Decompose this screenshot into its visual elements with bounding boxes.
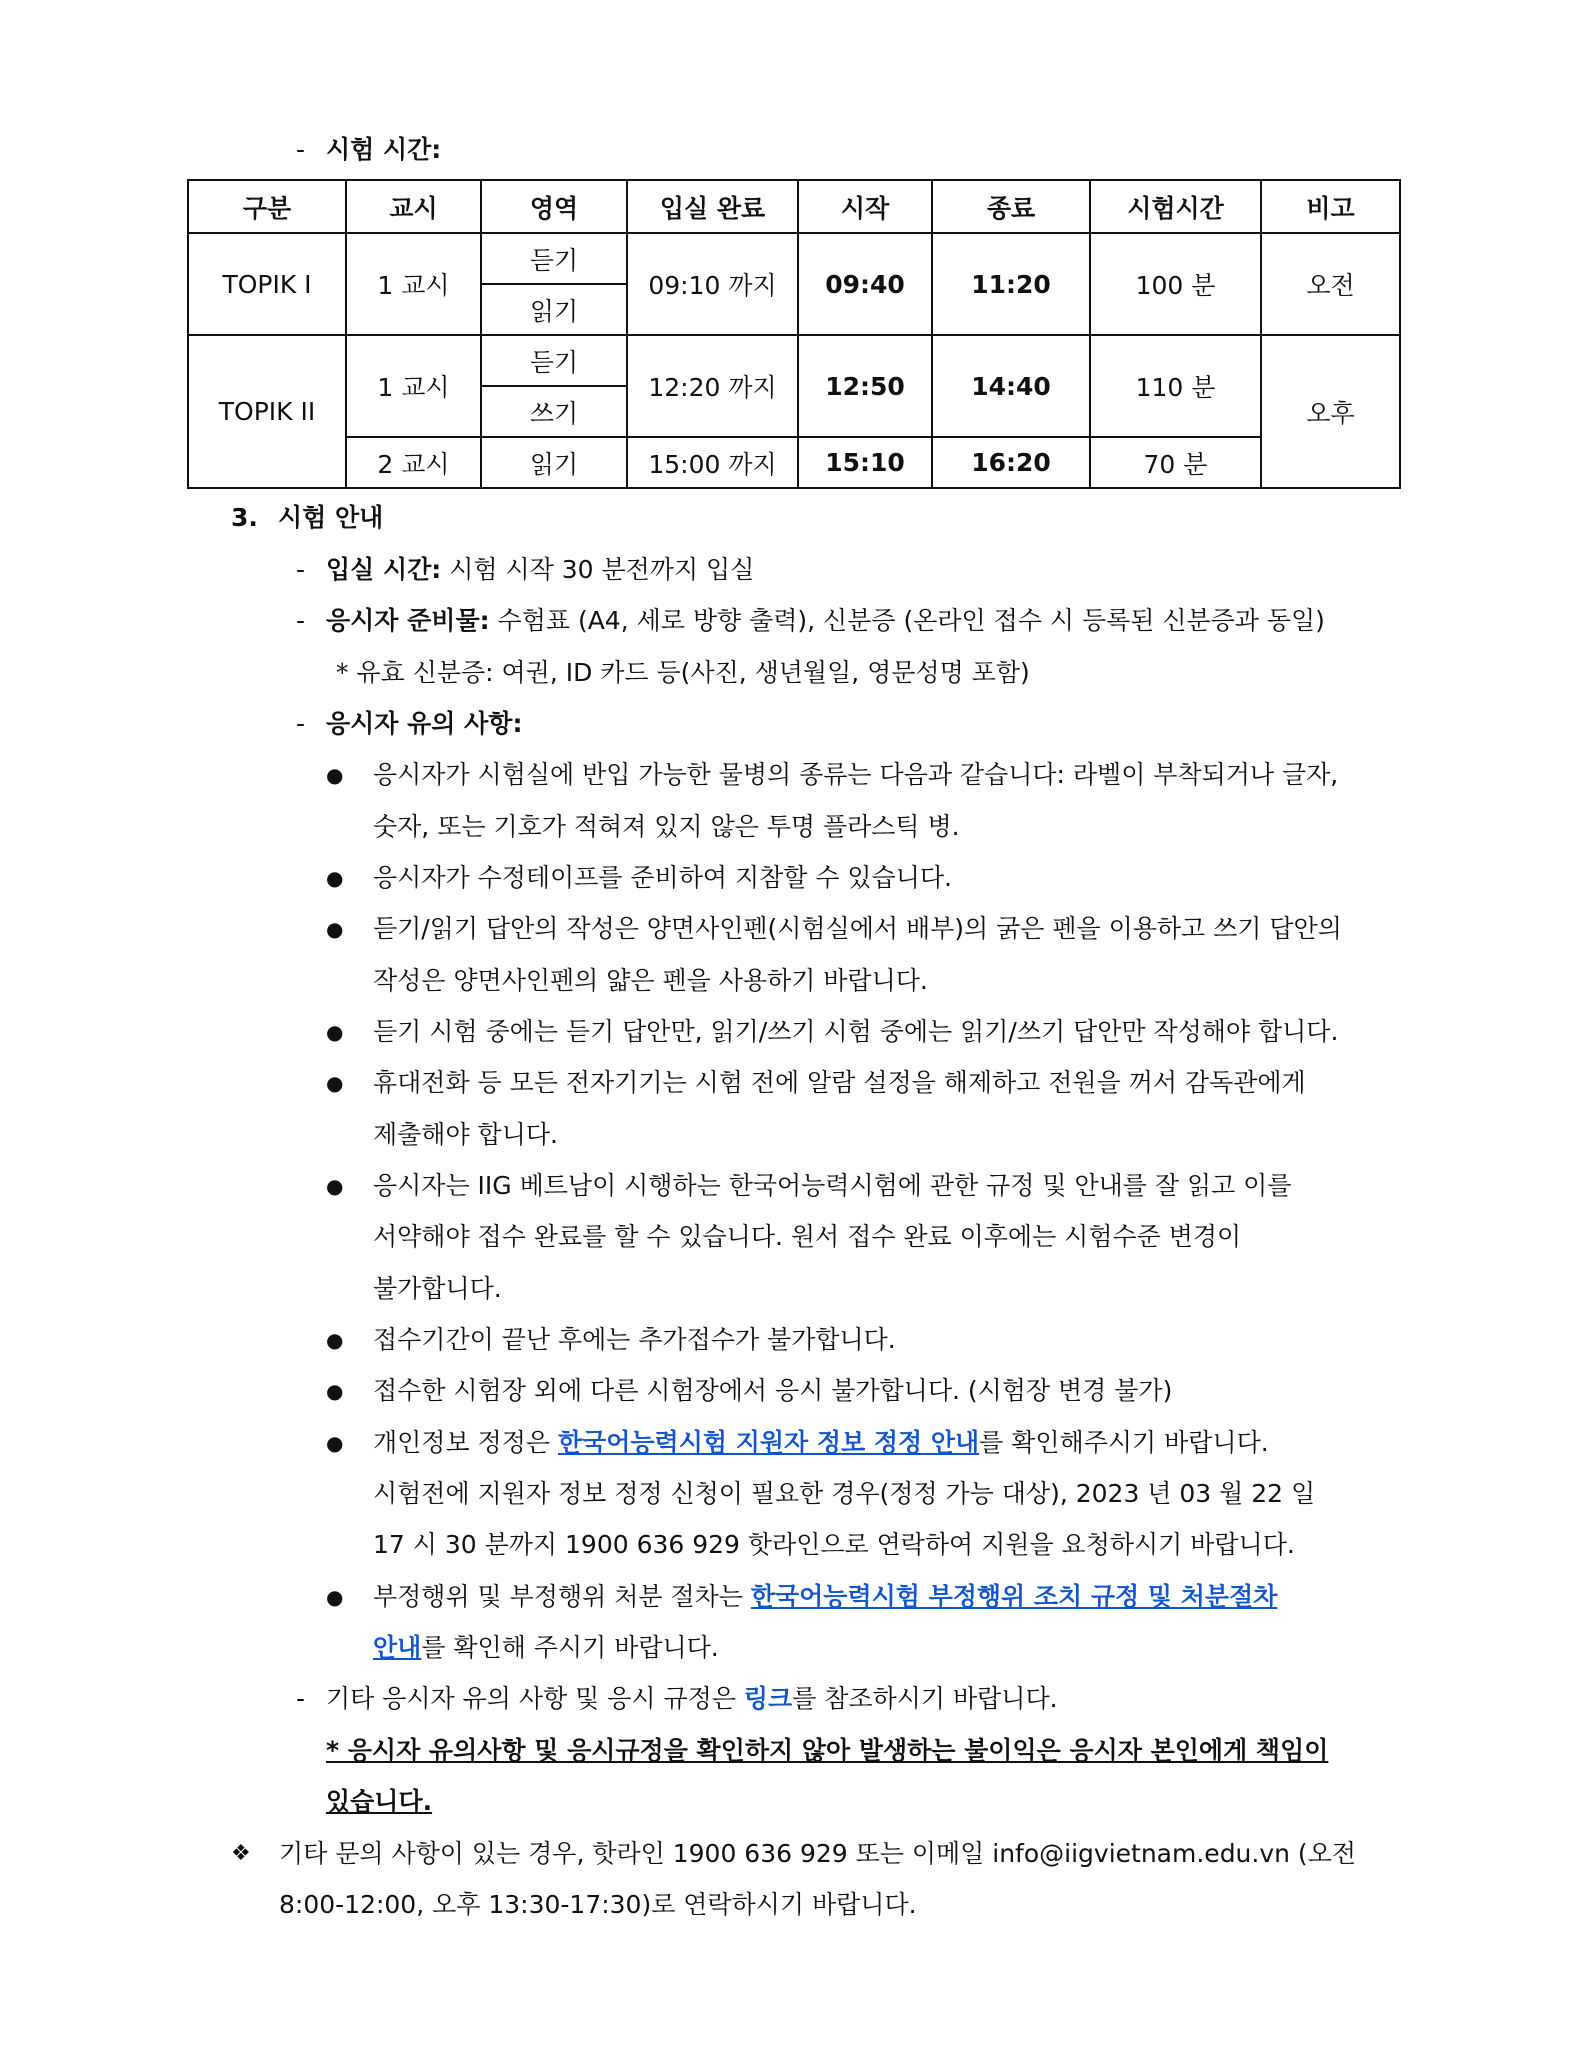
contact-line-1: 기타 문의 사항이 있는 경우, 핫라인 1900 636 929 또는 이메일 info@iigvietnam.edu.vn (오전 — [279, 1839, 1356, 1868]
list-dash: - — [296, 1684, 306, 1713]
bullet-1-line-1: 응시자가 시험실에 반입 가능한 물병의 종류는 다음과 같습니다: 라벨이 부착되거나 글자, — [373, 760, 1339, 789]
topik2-duration2: 70 분 — [1090, 437, 1261, 488]
topik2-start2: 15:10 — [798, 437, 932, 488]
bullet-5-line-2: 제출해야 합니다. — [373, 1120, 558, 1149]
bullet-8: 접수한 시험장 외에 다른 시험장에서 응시 불가합니다. (시험장 변경 불가) — [373, 1376, 1173, 1405]
header-period: 교시 — [346, 180, 481, 233]
bullet-6-line-3: 불가합니다. — [373, 1274, 502, 1303]
table-row — [188, 233, 1400, 284]
notice-label: 응시자 유의 사항: — [326, 709, 523, 738]
bullet-4: 듣기 시험 중에는 듣기 답안만, 읽기/쓰기 시험 중에는 읽기/쓰기 답안만 작성해야 합니다. — [373, 1017, 1339, 1046]
topik2-duration1: 110 분 — [1090, 335, 1261, 437]
preparation-item — [326, 604, 1325, 638]
bullet-6-line-1: 응시자는 IIG 베트남이 시행하는 한국어능력시험에 관한 규정 및 안내를 잘 읽고 이를 — [373, 1171, 1292, 1200]
header-end: 종료 — [932, 180, 1090, 233]
topik2-note: 오후 — [1261, 335, 1400, 488]
bullet-2: 응시자가 수정테이프를 준비하여 지참할 수 있습니다. — [373, 863, 952, 892]
list-dash: - — [296, 606, 306, 635]
heading-dash: - — [296, 135, 306, 164]
bullet-9-line-2: 시험전에 지원자 정보 정정 신청이 필요한 경우(정정 가능 대상), 2023 년 03 월 22 일 — [373, 1479, 1316, 1508]
misconduct-rules-link[interactable]: 한국어능력시험 부정행위 조치 규정 및 처분절차 — [750, 1582, 1278, 1611]
bullet-7: 접수기간이 끝난 후에는 추가접수가 불가합니다. — [373, 1325, 896, 1354]
bullet-9-line-3: 17 시 30 분까지 1900 636 929 핫라인으로 연락하여 지원을 요청하시기 바랍니다. — [373, 1530, 1295, 1559]
other-rules-suffix: 를 참조하시기 바랍니다. — [792, 1684, 1058, 1713]
bullet-3-line-1: 듣기/읽기 답안의 작성은 양면사인펜(시험실에서 배부)의 굵은 펜을 이용하고 쓰기 답안의 — [373, 914, 1342, 943]
header-area: 영역 — [481, 180, 627, 233]
bullet-9-line-1 — [373, 1426, 1269, 1460]
entry-time-item — [326, 553, 754, 587]
topik1-duration: 100 분 — [1090, 233, 1261, 335]
misconduct-rules-link-continued[interactable]: 안내 — [373, 1633, 422, 1662]
other-rules-prefix: 기타 응시자 유의 사항 및 응시 규정은 — [326, 1684, 744, 1713]
bullet-10-line-2 — [373, 1631, 719, 1665]
list-dash: - — [296, 709, 306, 738]
section-number: 3. — [231, 503, 258, 532]
topik2-area-listening: 듣기 — [481, 335, 627, 386]
diamond-bullet-icon: ❖ — [231, 1841, 251, 1866]
topik1-start: 09:40 — [798, 233, 932, 335]
schedule-table — [187, 179, 1401, 489]
bullet-6-line-2: 서약해야 접수 완료를 할 수 있습니다. 원서 접수 완료 이후에는 시험수준 변경이 — [373, 1222, 1242, 1251]
bullet-1-line-2: 숫자, 또는 기호가 적혀져 있지 않은 투명 플라스틱 병. — [373, 812, 960, 841]
header-start: 시작 — [798, 180, 932, 233]
bullet-dot: ● — [326, 1071, 344, 1095]
bullet-dot: ● — [326, 1020, 344, 1044]
topik1-period: 1 교시 — [346, 233, 481, 335]
topik1-note: 오전 — [1261, 233, 1400, 335]
bullet-dot: ● — [326, 763, 344, 787]
topik2-area-writing: 쓰기 — [481, 386, 627, 437]
entry-time-text: 시험 시작 30 분전까지 입실 — [441, 555, 755, 584]
bullet-dot: ● — [326, 1328, 344, 1352]
header-note: 비고 — [1261, 180, 1400, 233]
topik2-end2: 16:20 — [932, 437, 1090, 488]
topik1-area-reading: 읽기 — [481, 284, 627, 335]
section-title: 시험 안내 — [278, 503, 384, 532]
warning-line-2: 있습니다. — [326, 1787, 433, 1816]
bullet-10-line-1 — [373, 1580, 1277, 1614]
topik2-end1: 14:40 — [932, 335, 1090, 437]
other-rules-item — [326, 1682, 1058, 1716]
info-correction-link[interactable]: 한국어능력시험 지원자 정보 정정 안내 — [557, 1428, 980, 1457]
rules-link[interactable]: 링크 — [743, 1684, 793, 1713]
list-dash: - — [296, 555, 306, 584]
bullet-10-prefix: 부정행위 및 부정행위 처분 절차는 — [373, 1582, 751, 1611]
topik1-level: TOPIK I — [188, 233, 346, 335]
bullet-dot: ● — [326, 1174, 344, 1198]
topik1-end: 11:20 — [932, 233, 1090, 335]
topik2-checkin1: 12:20 까지 — [627, 335, 798, 437]
header-duration: 시험시간 — [1090, 180, 1261, 233]
topik2-start1: 12:50 — [798, 335, 932, 437]
bullet-dot: ● — [326, 917, 344, 941]
table-row — [188, 335, 1400, 386]
bullet-dot: ● — [326, 1585, 344, 1609]
bullet-9-prefix: 개인정보 정정은 — [373, 1428, 558, 1457]
topik2-period1: 1 교시 — [346, 335, 481, 437]
table-row — [188, 437, 1400, 488]
bullet-dot: ● — [326, 1431, 344, 1455]
header-category: 구분 — [188, 180, 346, 233]
preparation-text: 수험표 (A4, 세로 방향 출력), 신분증 (온라인 접수 시 등록된 신분증과 동일) — [489, 606, 1325, 635]
bullet-5-line-1: 휴대전화 등 모든 전자기기는 시험 전에 알람 설정을 해제하고 전원을 꺼서 감독관에게 — [373, 1068, 1306, 1097]
topik2-period2: 2 교시 — [346, 437, 481, 488]
table-header-row — [188, 180, 1400, 233]
preparation-label: 응시자 준비물: — [326, 606, 490, 635]
bullet-dot: ● — [326, 1379, 344, 1403]
topik2-checkin2: 15:00 까지 — [627, 437, 798, 488]
contact-line-2: 8:00-12:00, 오후 13:30-17:30)로 연락하시기 바랍니다. — [279, 1890, 917, 1919]
bullet-10-suffix: 를 확인해 주시기 바랍니다. — [421, 1633, 719, 1662]
header-checkin: 입실 완료 — [627, 180, 798, 233]
schedule-heading: 시험 시간: — [326, 135, 442, 164]
topik2-level: TOPIK II — [188, 335, 346, 488]
topik1-checkin: 09:10 까지 — [627, 233, 798, 335]
warning-line-1: * 응시자 유의사항 및 응시규정을 확인하지 않아 발생하는 불이익은 응시자 본인에게 책임이 — [326, 1736, 1329, 1765]
topik2-area-reading: 읽기 — [481, 437, 627, 488]
topik1-area-listening: 듣기 — [481, 233, 627, 284]
bullet-3-line-2: 작성은 양면사인펜의 얇은 펜을 사용하기 바랍니다. — [373, 966, 928, 995]
entry-time-label: 입실 시간: — [326, 555, 442, 584]
id-note: * 유효 신분증: 여권, ID 카드 등(사진, 생년월일, 영문성명 포함) — [336, 658, 1030, 687]
bullet-dot: ● — [326, 866, 344, 890]
bullet-9-suffix: 를 확인해주시기 바랍니다. — [979, 1428, 1269, 1457]
